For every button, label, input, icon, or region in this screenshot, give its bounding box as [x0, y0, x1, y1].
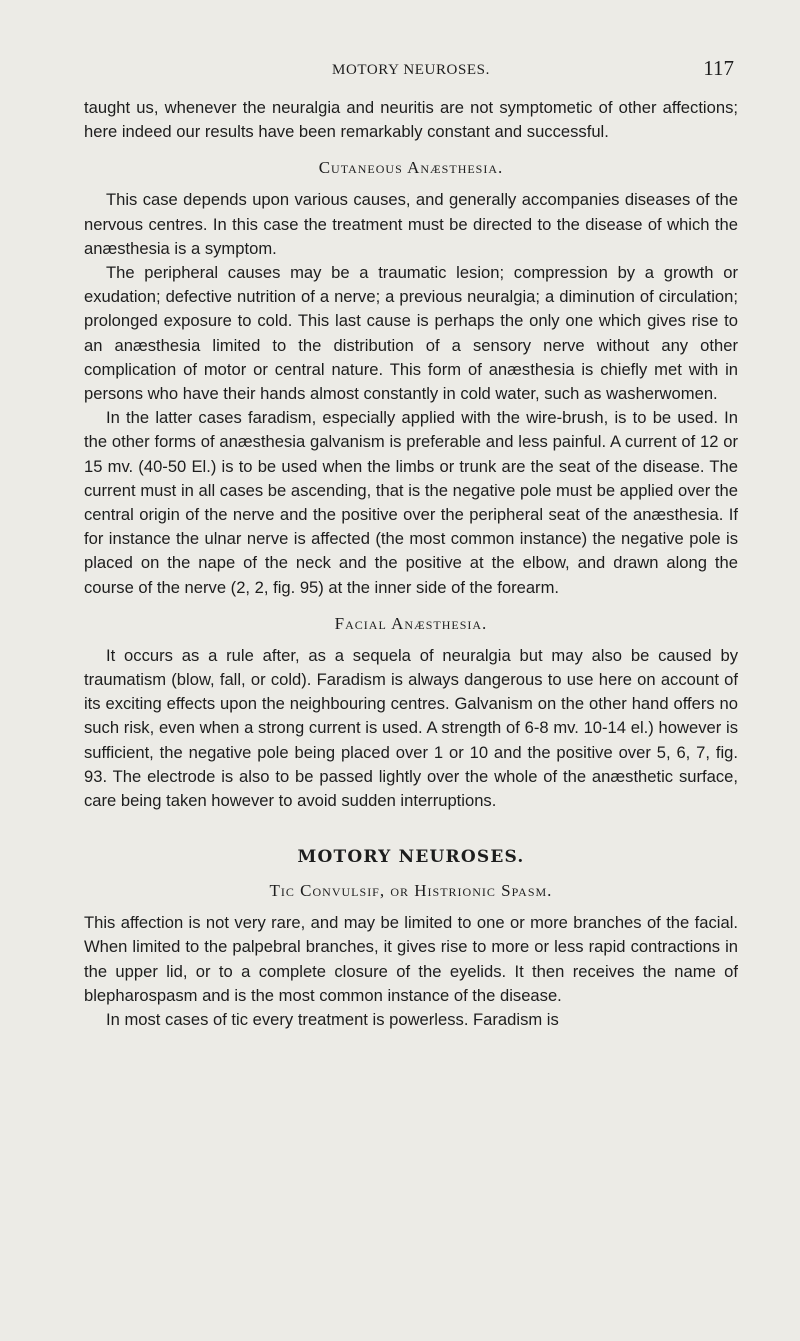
chapter-heading-motory-neuroses: MOTORY NEUROSES.: [297, 847, 525, 868]
paragraph-treatment-current: In the latter cases faradism, especially applied with the wire-brush, is to be used. In the other forms of anæsthesia galvanism is preferable and less painful. A current of 12 or 15 mv. (40-50 El.) is to be used when the limbs or trunk are the seat of the disease. The current must in all cases be ascending, that is the negative pole must be applied over the central origin of the nerve and the positive over the peripheral seat of the anæsthesia. If for instance the ulnar nerve is affected (the most common instance) the negative pole is placed on the nape of the neck and the positive at the elbow, and drawn along the course of the nerve (2, 2, fig. 95) at the inner side of the forearm.: [84, 408, 738, 597]
paragraph-tic-treatment: In most cases of tic every treatment is powerless. Faradism is: [106, 1010, 559, 1030]
running-title: MOTORY NEUROSES.: [332, 62, 490, 78]
page-number: 117: [703, 56, 734, 80]
paragraph-peripheral-causes: The peripheral causes may be a traumatic lesion; compression by a growth or exudation; defective nutrition of a nerve; a previous neuralgia; a diminution of circulation; prolonged exposure to cold. This last cause is perhaps the only one which gives rise to an anæsthesia limited to the distribution of a sensory nerve without any other complication of motor or central nature. This form of anæsthesia is chiefly met with in persons who have their hands almost constantly in cold water, such as washerwomen.: [84, 263, 738, 404]
paragraph-facial-anaesthesia: It occurs as a rule after, as a sequela of neuralgia but may also be caused by traumatism (blow, fall, or cold). Faradism is always dangerous to use here on account of its exciting effects upon the neighbouring centres. Galvanism on the other hand offers no such risk, even when a strong current is used. A strength of 6-8 mv. 10-14 el.) however is sufficient, the negative pole being placed over 1 or 10 and the positive over 5, 6, 7, fig. 93. The electrode is also to be passed lightly over the whole of the anæsthetic surface, care being taken however to avoid sudden interruptions.: [84, 645, 738, 811]
paragraph-continuation: taught us, whenever the neuralgia and neuritis are not symptometic of other affections; here indeed our results have been remarkably constant and successful.: [84, 98, 738, 142]
heading-cutaneous-anaesthesia: Cutaneous Anæsthesia.: [318, 158, 504, 178]
running-head: [84, 56, 738, 96]
heading-facial-anaesthesia: Facial Anæsthesia.: [334, 613, 488, 633]
paragraph-tic-description: This affection is not very rare, and may be limited to one or more branches of the facial. When limited to the palpebral branches, it gives rise to more or less rapid contractions in the upper lid, or to a complete closure of the eyelids. It then receives the name of blepharospasm and is the most common instance of the disease.: [84, 913, 738, 1005]
paragraph-cutaneous-causes: This case depends upon various causes, and generally accompanies diseases of the nervous centres. In this case the treatment must be directed to the disease of which the anæsthesia is a symptom.: [84, 190, 738, 258]
heading-tic-convulsif: Tic Convulsif, or Histrionic Spasm.: [269, 881, 553, 901]
